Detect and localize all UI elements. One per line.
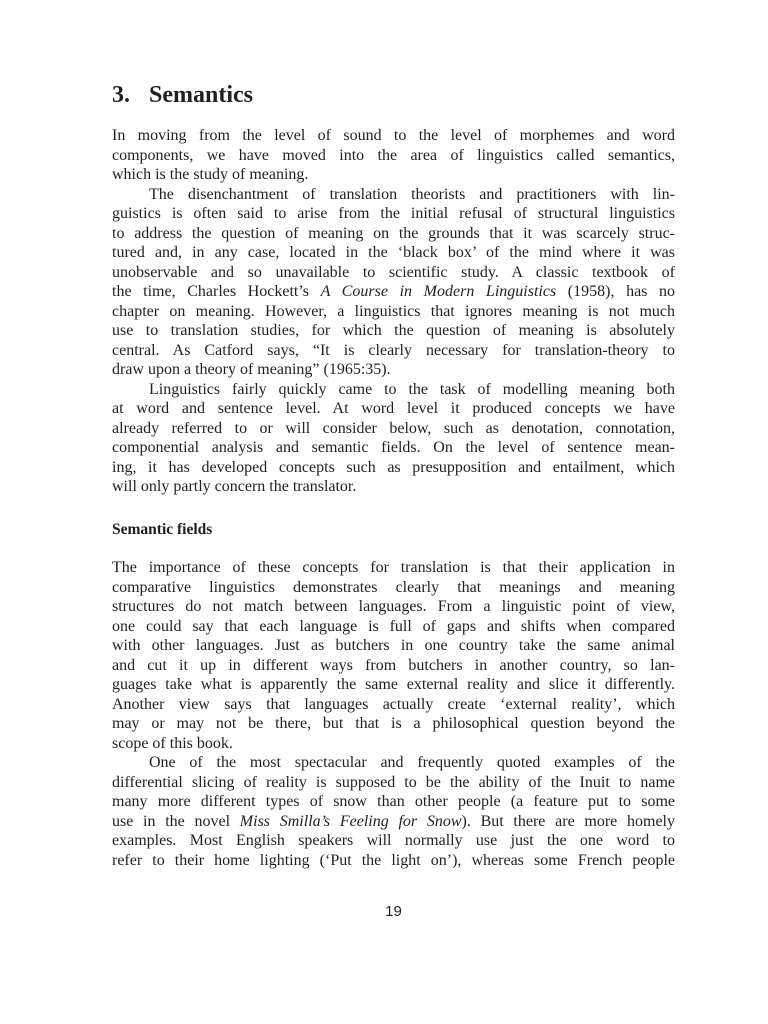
text-line: chapter on meaning. However, a linguistics that ignores meaning is not much: [112, 302, 675, 320]
chapter-title: Semantics: [149, 82, 253, 108]
text-line: already referred to or will consider below, such as denotation, connotation,: [112, 419, 675, 437]
text-line: at word and sentence level. At word level it produced concepts we have: [112, 400, 675, 417]
text-line: structures do not match between languages. From a linguistic point of view,: [112, 598, 675, 615]
text-line: tured and, in any case, located in the ‘black box’ of the mind where it was: [112, 244, 675, 261]
section-heading: Semantic fields: [112, 521, 213, 538]
text-line: The importance of these concepts for translation is that their application in: [112, 559, 675, 576]
text-line: componential analysis and semantic fields. On the level of sentence mean-: [112, 439, 675, 456]
text-line: guistics is often said to arise from the initial refusal of structural linguistics: [112, 205, 675, 222]
page-number: 19: [385, 903, 402, 920]
book-title-italic: A Course in Modern Linguistics: [320, 283, 557, 300]
intro-paragraphs: [112, 126, 675, 497]
text-line: central. As Catford says, “It is clearly necessary for translation-theory to: [112, 341, 675, 359]
text-line: use to translation studies, for which the question of meaning is absolutely: [112, 322, 675, 339]
text-line-with-book-title: [112, 282, 675, 302]
section-paragraphs: [112, 558, 675, 870]
text-line: refer to their home lighting (‘Put the light on’), whereas some French people: [112, 851, 675, 869]
text-line: will only partly concern the translator.: [112, 478, 357, 495]
novel-title-italic: Miss Smilla’s Feeling for Snow: [239, 812, 462, 830]
text-line: components, we have moved into the area of linguistics called semantics,: [112, 146, 675, 164]
chapter-heading: [112, 80, 253, 110]
text-segment: ). But there are more homely: [461, 812, 675, 830]
text-line: examples. Most English speakers will normally use just the one word to: [112, 832, 675, 849]
text-line: differential slicing of reality is supposed to be the ability of the Inuit to name: [112, 773, 675, 791]
text-segment: (1958), has no: [567, 283, 676, 300]
text-line: The disenchantment of translation theorists and practitioners with lin-: [149, 185, 675, 203]
text-line: scope of this book.: [112, 734, 233, 752]
text-line-with-novel-title: [112, 812, 675, 832]
text-line: and cut it up in different ways from butchers in another country, so lan-: [112, 656, 675, 674]
text-line: one could say that each language is full of gaps and shifts when compared: [112, 617, 675, 635]
text-line: may or may not be there, but that is a philosophical question beyond the: [112, 715, 675, 732]
text-line: with other languages. Just as butchers in one country take the same animal: [112, 637, 675, 654]
text-line: which is the study of meaning.: [112, 166, 309, 183]
text-segment: the time, Charles Hockett’s: [112, 283, 310, 300]
text-line: unobservable and so unavailable to scientific study. A classic textbook of: [112, 263, 675, 281]
text-line: many more different types of snow than other people (a feature put to some: [112, 793, 675, 810]
text-line: One of the most spectacular and frequently quoted examples of the: [149, 754, 675, 771]
text-line: guages take what is apparently the same external reality and slice it differently.: [112, 676, 675, 693]
text-line: draw upon a theory of meaning” (1965:35).: [112, 361, 391, 378]
text-line: Another view says that languages actually create ‘external reality’, which: [112, 695, 675, 713]
text-line: to address the question of meaning on the grounds that it was scarcely struc-: [112, 224, 675, 242]
text-line: In moving from the level of sound to the level of morphemes and word: [112, 127, 675, 144]
text-line: Linguistics fairly quickly came to the task of modelling meaning both: [149, 380, 675, 398]
chapter-number: 3.: [112, 82, 130, 108]
text-segment: use in the novel: [112, 812, 231, 830]
text-line: ing, it has developed concepts such as presupposition and entailment, which: [112, 458, 675, 476]
text-line: comparative linguistics demonstrates clearly that meanings and meaning: [112, 578, 675, 596]
